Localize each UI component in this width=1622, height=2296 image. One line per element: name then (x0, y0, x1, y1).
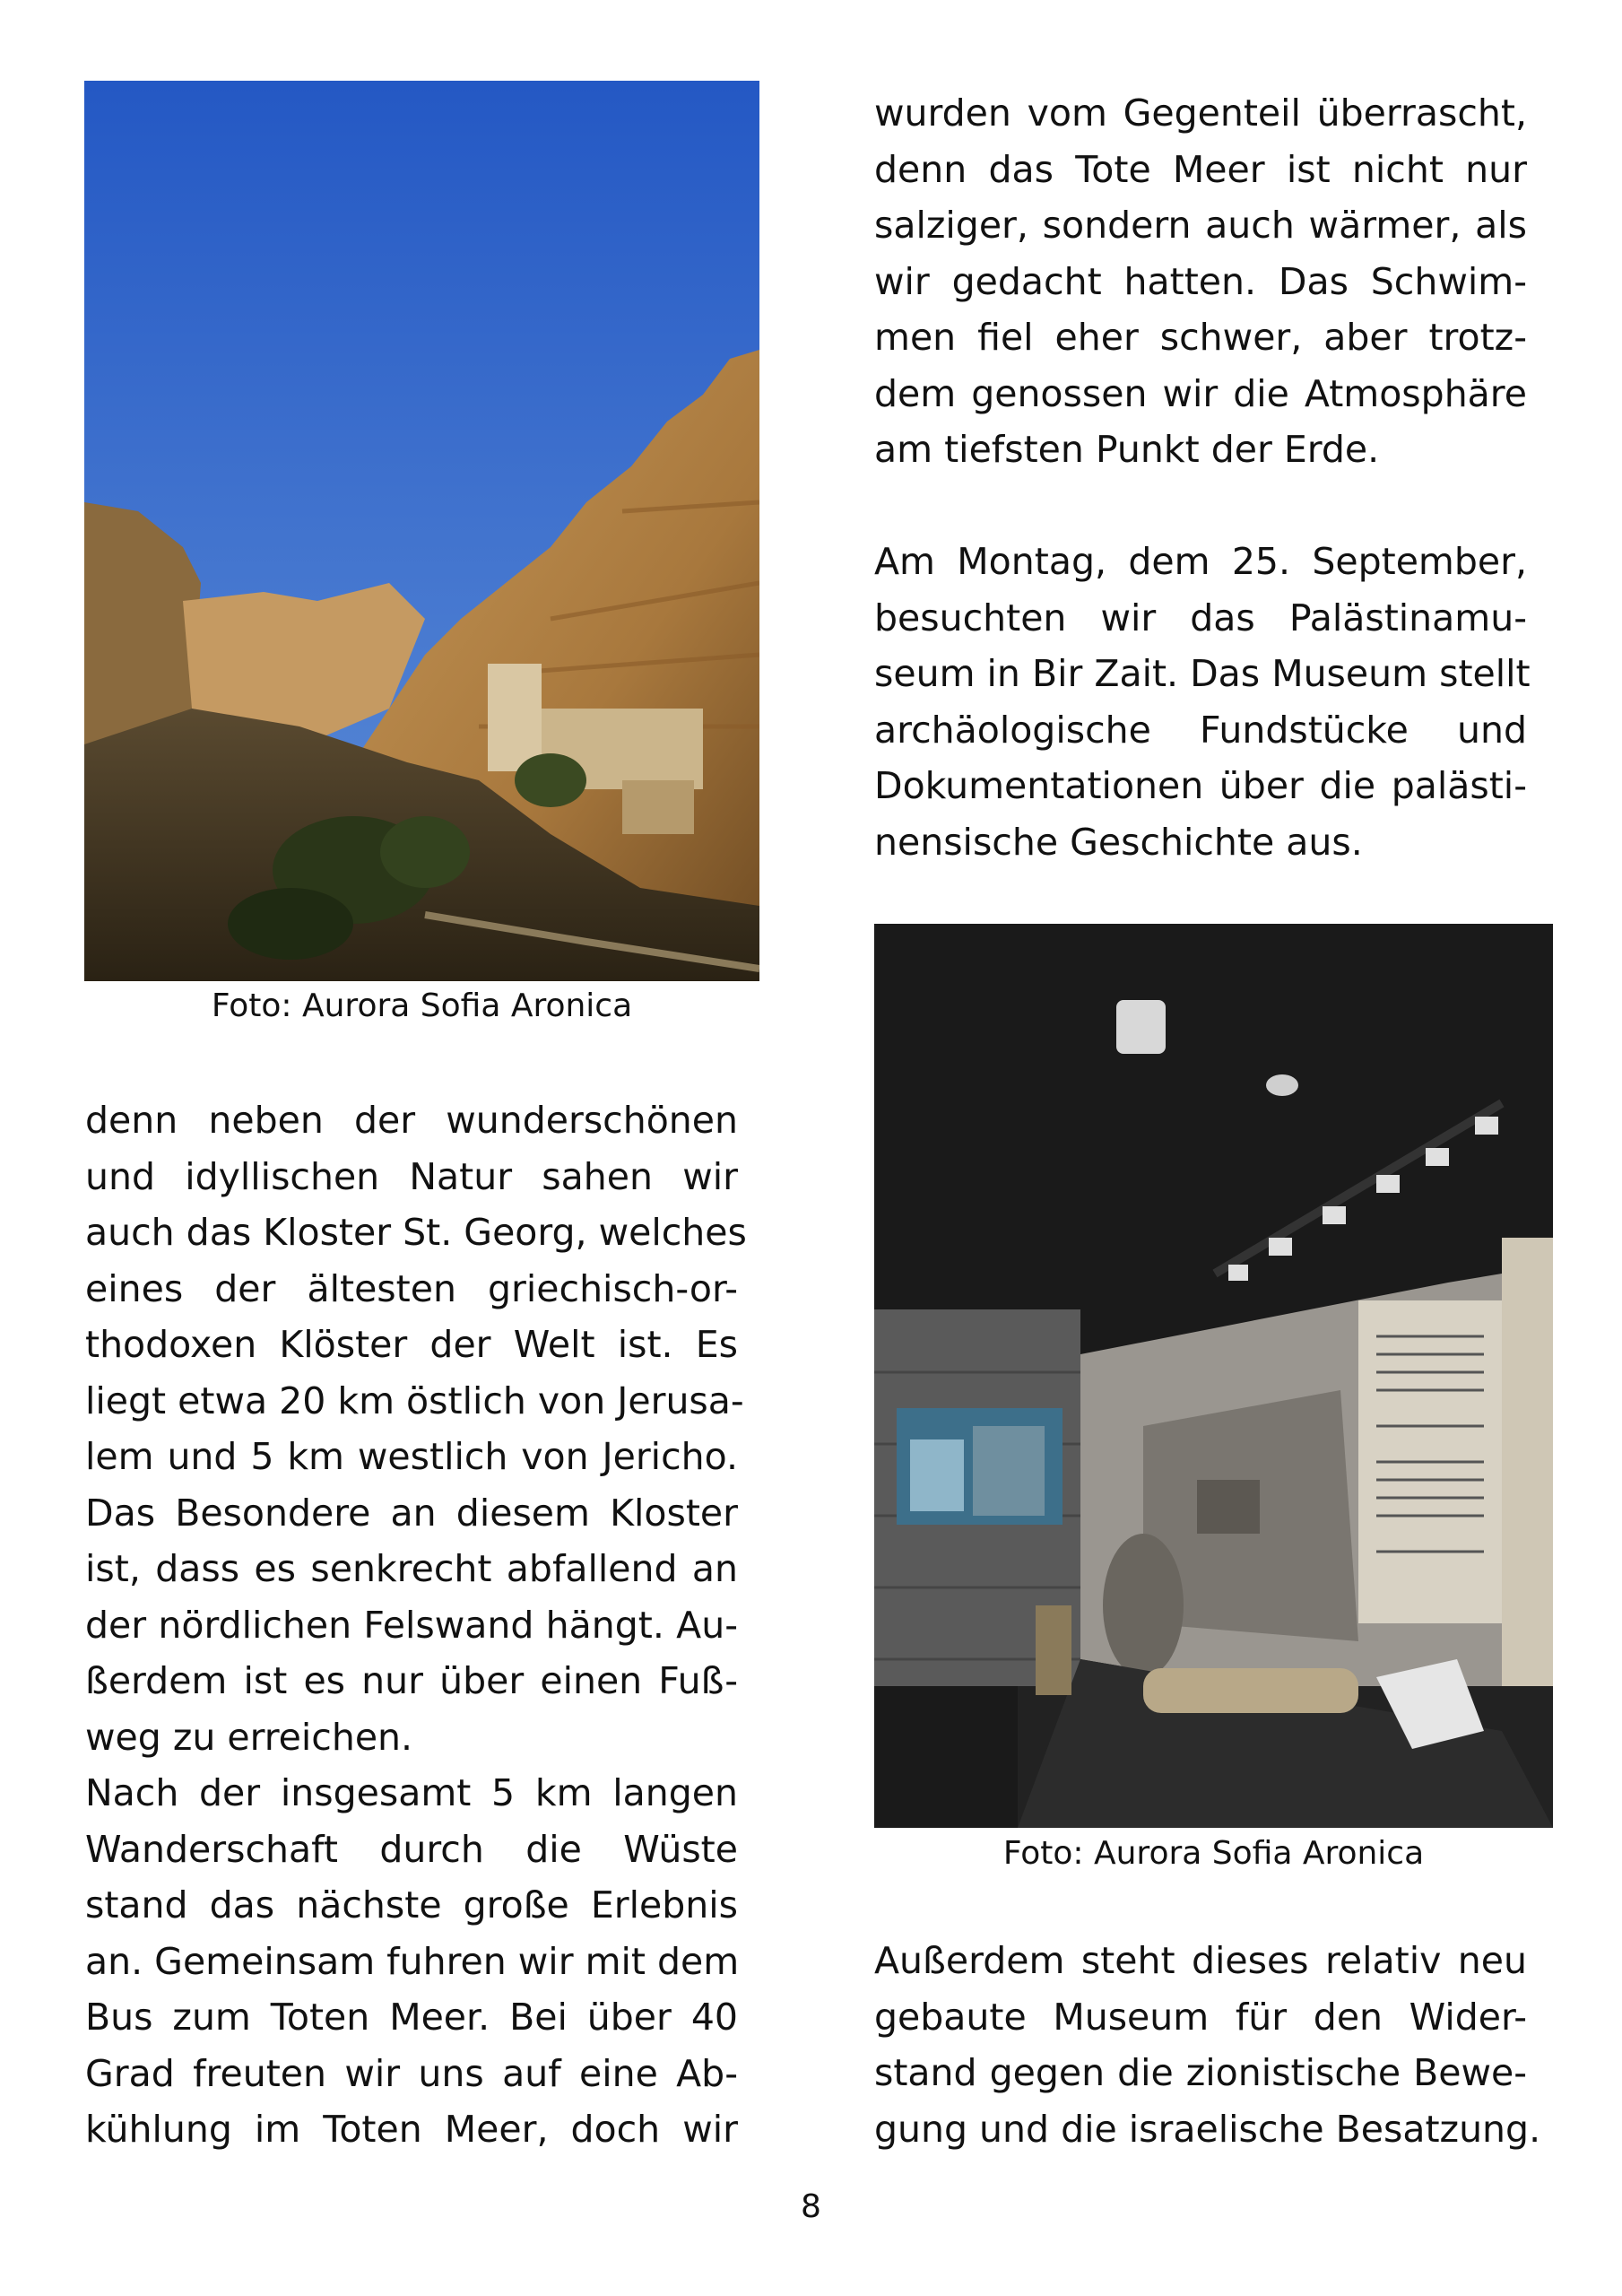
text-line: der nördlichen Felswand hängt. Au- (85, 1603, 738, 1647)
monastery-photo (84, 81, 759, 981)
text-line: wurden vom Gegenteil überrascht, (874, 91, 1527, 135)
monastery-photo-image (84, 81, 759, 981)
text-line: Am Montag, dem 25. September, (874, 540, 1527, 583)
text-line: auch das Kloster St. Georg, welches (85, 1211, 747, 1254)
text-line: seum in Bir Zait. Das Museum stellt (874, 652, 1531, 695)
page-number: 8 (801, 2188, 821, 2225)
right-bottom-paragraph (874, 1933, 1541, 2157)
text-line: lem und 5 km westlich von Jericho. (85, 1435, 738, 1478)
monastery-photo-caption: Foto: Aurora Sofia Aronica (211, 987, 633, 1024)
text-line: Außerdem steht dieses relativ neu (874, 1939, 1527, 1982)
text-line: wir gedacht hatten. Das Schwim- (874, 259, 1527, 303)
text-line: weg zu erreichen. (85, 1715, 413, 1759)
text-line: eines der ältesten griechisch-or- (85, 1266, 738, 1310)
text-line: besuchten wir das Palästinamu- (874, 596, 1527, 639)
text-line: kühlung im Toten Meer, doch wir (85, 2108, 738, 2151)
museum-photo-caption: Foto: Aurora Sofia Aronica (1002, 1835, 1425, 1872)
text-line: gebaute Museum für den Wider- (874, 1995, 1527, 2039)
left-paragraph-1 (85, 1092, 747, 2158)
text-line: Nach der insgesamt 5 km langen (85, 1771, 738, 1814)
text-line: stand gegen die zionistische Bewe- (874, 2051, 1527, 2094)
text-line: dem genossen wir die Atmosphäre (874, 371, 1527, 415)
text-line: am tiefsten Punkt der Erde. (874, 428, 1380, 471)
text-line: stand das nächste große Erlebnis (85, 1883, 738, 1926)
text-line: Grad freuten wir uns auf eine Ab- (85, 2051, 738, 2095)
text-line: thodoxen Klöster der Welt ist. Es (85, 1323, 738, 1366)
right-second-paragraph (874, 534, 1531, 870)
text-line: an. Gemeinsam fuhren wir mit dem (85, 1939, 740, 1983)
text-line: nensische Geschichte aus. (874, 820, 1363, 864)
museum-photo (874, 924, 1553, 1828)
text-line: Bus zum Toten Meer. Bei über 40 (85, 1996, 738, 2039)
text-line: salziger, sondern auch wärmer, als (874, 204, 1527, 247)
text-line: liegt etwa 20 km östlich von Jerusa- (85, 1378, 744, 1422)
text-line: Wanderschaft durch die Wüste (85, 1827, 738, 1871)
text-line: denn das Tote Meer ist nicht nur (874, 147, 1527, 191)
text-line: Das Besondere an diesem Kloster (85, 1491, 738, 1535)
text-line: denn neben der wunderschönen (85, 1099, 738, 1142)
text-line: archäologische Fundstücke und (874, 708, 1527, 752)
museum-photo-image (874, 924, 1553, 1828)
text-line: Dokumentationen über die palästi- (874, 764, 1527, 807)
text-line: gung und die israelische Besatzung. (874, 2107, 1541, 2151)
right-top-paragraph (874, 85, 1527, 478)
text-line: ist, dass es senkrecht abfallend an (85, 1547, 738, 1590)
text-line: men fiel eher schwer, aber trotz- (874, 316, 1527, 359)
text-line: und idyllischen Natur sahen wir (85, 1154, 738, 1198)
text-line: ßerdem ist es nur über einen Fuß- (85, 1659, 738, 1702)
